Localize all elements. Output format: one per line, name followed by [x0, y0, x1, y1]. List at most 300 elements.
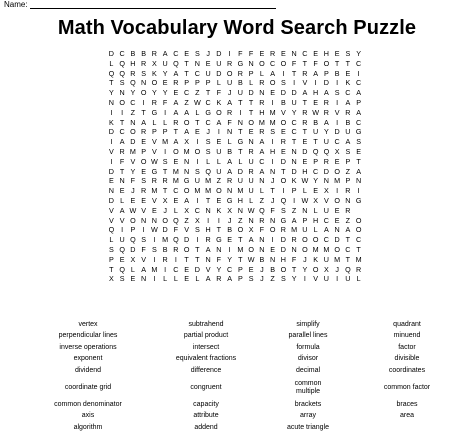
word-item: simplify	[296, 320, 320, 328]
grid-letter: L	[227, 137, 232, 147]
grid-letter: X	[227, 205, 233, 215]
grid-letter: E	[184, 49, 190, 58]
grid-letter: V	[280, 107, 286, 117]
grid-letter: A	[302, 88, 308, 98]
grid-letter: Q	[130, 78, 136, 88]
grid-letter: U	[323, 254, 329, 264]
grid-letter: D	[216, 49, 222, 58]
grid-letter: B	[259, 254, 265, 264]
grid-letter: M	[162, 137, 169, 147]
word-list-row	[0, 377, 474, 399]
grid-letter: F	[291, 254, 297, 264]
grid-letter: T	[184, 68, 189, 78]
grid-letter: T	[238, 254, 243, 264]
grid-letter: Y	[162, 68, 168, 78]
grid-letter: O	[302, 244, 308, 254]
grid-letter: B	[345, 117, 351, 127]
grid-letter: Y	[313, 176, 319, 186]
word-item: braces	[396, 400, 418, 408]
grid-letter: E	[334, 215, 340, 225]
grid-letter: V	[334, 107, 340, 117]
grid-letter: O	[140, 156, 147, 166]
grid-letter: P	[313, 156, 319, 166]
grid-letter: I	[110, 137, 113, 147]
grid-letter: R	[259, 97, 265, 107]
grid-letter: E	[119, 186, 125, 196]
grid-letter: E	[141, 166, 147, 176]
grid-letter: X	[334, 146, 340, 156]
grid-letter: P	[237, 264, 243, 274]
grid-letter: C	[356, 235, 362, 245]
grid-letter: R	[173, 244, 179, 254]
grid-letter: U	[216, 58, 222, 68]
grid-letter: L	[195, 274, 200, 284]
grid-letter: Q	[130, 235, 136, 245]
word-item: factor	[398, 343, 416, 351]
grid-letter: Z	[345, 166, 351, 176]
grid-letter: S	[345, 49, 351, 58]
grid-letter: C	[194, 68, 200, 78]
grid-letter: C	[227, 264, 233, 274]
grid-letter: R	[227, 58, 233, 68]
grid-letter: F	[130, 176, 136, 186]
grid-letter: C	[345, 88, 351, 98]
grid-letter: I	[174, 254, 177, 264]
grid-letter: P	[184, 78, 190, 88]
grid-letter: O	[119, 97, 125, 107]
grid-letter: R	[216, 274, 222, 284]
grid-letter: C	[356, 58, 362, 68]
grid-letter: E	[270, 88, 276, 98]
grid-letter: E	[162, 78, 168, 88]
grid-letter: U	[248, 156, 254, 166]
grid-letter: S	[248, 274, 254, 284]
grid-letter: V	[141, 254, 147, 264]
grid-letter: U	[162, 58, 168, 68]
grid-letter: F	[141, 244, 146, 254]
grid-letter: P	[194, 78, 200, 88]
grid-letter: M	[172, 166, 179, 176]
grid-letter: H	[302, 166, 308, 176]
grid-letter: N	[130, 117, 136, 127]
grid-letter: P	[356, 97, 362, 107]
grid-letter: I	[228, 49, 231, 58]
grid-letter: F	[313, 58, 318, 68]
word-item: coordinate grid	[64, 383, 112, 391]
grid-letter: C	[345, 244, 351, 254]
grid-letter: C	[313, 166, 319, 176]
grid-letter: D	[323, 166, 329, 176]
grid-letter: S	[194, 225, 200, 235]
word-item: acute triangle	[286, 423, 330, 431]
word-item: perpendicular lines	[58, 332, 118, 340]
grid-letter: L	[120, 195, 125, 205]
word-item: capacity	[193, 400, 219, 408]
grid-letter: S	[345, 146, 351, 156]
grid-letter: S	[280, 205, 286, 215]
grid-letter: A	[184, 195, 190, 205]
grid-letter: W	[129, 205, 137, 215]
grid-letter: N	[334, 225, 340, 235]
grid-letter: M	[205, 176, 212, 186]
grid-letter: N	[291, 146, 297, 156]
grid-letter: S	[141, 235, 147, 245]
word-item: equivalent fractions	[175, 355, 237, 363]
grid-letter: A	[259, 146, 265, 156]
grid-letter: R	[323, 107, 329, 117]
grid-letter: E	[356, 146, 362, 156]
grid-letter: V	[108, 205, 114, 215]
grid-letter: T	[141, 107, 146, 117]
grid-letter: A	[205, 274, 211, 284]
grid-letter: T	[195, 117, 200, 127]
grid-letter: L	[130, 264, 135, 274]
grid-letter: V	[141, 205, 147, 215]
grid-letter: U	[345, 274, 351, 284]
grid-letter: I	[282, 68, 285, 78]
grid-letter: T	[248, 107, 254, 117]
grid-letter: T	[302, 127, 308, 137]
grid-letter: R	[345, 205, 351, 215]
grid-letter: I	[153, 235, 156, 245]
grid-letter: Y	[130, 88, 136, 98]
grid-letter: T	[281, 166, 286, 176]
grid-letter: R	[151, 97, 157, 107]
grid-letter: A	[313, 68, 319, 78]
grid-letter: R	[248, 166, 254, 176]
grid-letter: B	[270, 264, 276, 274]
grid-letter: O	[259, 58, 265, 68]
grid-letter: C	[302, 49, 308, 58]
grid-letter: E	[248, 127, 254, 137]
grid-letter: I	[271, 97, 274, 107]
grid-letter: T	[205, 195, 211, 205]
grid-row	[106, 186, 364, 196]
grid-letter: U	[216, 146, 222, 156]
grid-letter: E	[334, 49, 340, 58]
grid-letter: Z	[130, 107, 136, 117]
grid-letter: N	[205, 254, 211, 264]
grid-letter: N	[108, 186, 114, 196]
grid-row	[106, 127, 364, 137]
grid-letter: C	[173, 49, 179, 58]
grid-letter: N	[141, 78, 147, 88]
grid-letter: U	[205, 68, 211, 78]
grid-letter: V	[119, 215, 125, 225]
grid-letter: O	[334, 195, 340, 205]
grid-letter: E	[205, 58, 211, 68]
grid-letter: L	[163, 274, 168, 284]
grid-letter: P	[141, 146, 147, 156]
grid-letter: A	[173, 107, 179, 117]
grid-letter: N	[259, 244, 265, 254]
grid-letter: F	[259, 225, 265, 235]
word-item: inverse operations	[59, 343, 117, 351]
grid-letter: E	[313, 186, 319, 196]
grid-letter: B	[313, 117, 319, 127]
grid-letter: G	[216, 235, 222, 245]
grid-letter: Q	[280, 195, 287, 205]
grid-letter: F	[248, 49, 254, 58]
grid-letter: E	[216, 137, 222, 147]
grid-letter: R	[345, 186, 351, 196]
grid-letter: V	[151, 137, 157, 147]
grid-letter: U	[194, 176, 200, 186]
word-item: intersect	[192, 343, 220, 351]
grid-letter: N	[237, 117, 243, 127]
grid-letter: Y	[162, 88, 168, 98]
grid-letter: M	[355, 254, 362, 264]
grid-letter: M	[312, 244, 319, 254]
grid-row	[106, 245, 364, 255]
grid-letter: N	[227, 186, 233, 196]
grid-letter: O	[302, 235, 308, 245]
grid-letter: W	[247, 254, 255, 264]
grid-letter: D	[291, 88, 297, 98]
grid-letter: O	[183, 244, 190, 254]
grid-letter: Y	[356, 49, 362, 58]
grid-letter: C	[173, 264, 179, 274]
grid-letter: A	[141, 264, 147, 274]
grid-letter: E	[280, 127, 286, 137]
grid-letter: U	[291, 97, 297, 107]
grid-letter: S	[280, 78, 286, 88]
grid-letter: N	[205, 205, 211, 215]
grid-letter: M	[205, 186, 212, 196]
grid-letter: F	[291, 58, 297, 68]
grid-letter: Z	[345, 215, 351, 225]
grid-letter: D	[130, 244, 136, 254]
word-item: dividend	[74, 366, 102, 374]
grid-letter: I	[196, 156, 199, 166]
grid-letter: S	[108, 244, 114, 254]
grid-letter: C	[184, 88, 190, 98]
grid-row	[106, 88, 364, 98]
grid-letter: R	[345, 107, 351, 117]
grid-letter: W	[193, 97, 201, 107]
grid-letter: G	[355, 127, 362, 137]
grid-letter: X	[151, 58, 157, 68]
word-list-row	[0, 365, 474, 377]
grid-letter: F	[227, 117, 232, 127]
grid-letter: O	[194, 146, 201, 156]
page-title: Math Vocabulary Word Search Puzzle	[57, 17, 417, 39]
grid-letter: P	[302, 215, 308, 225]
word-item: addend	[194, 423, 218, 431]
grid-letter: N	[216, 244, 222, 254]
grid-letter: E	[334, 205, 340, 215]
name-field	[4, 0, 276, 9]
grid-letter: R	[141, 186, 147, 196]
grid-letter: E	[270, 244, 276, 254]
grid-letter: D	[302, 146, 308, 156]
grid-letter: T	[334, 58, 340, 68]
grid-letter: L	[195, 107, 200, 117]
grid-letter: I	[121, 107, 124, 117]
word-list-row	[0, 319, 474, 331]
grid-letter: X	[323, 264, 329, 274]
grid-letter: T	[119, 166, 125, 176]
grid-letter: U	[237, 88, 243, 98]
grid-letter: X	[162, 195, 168, 205]
grid-letter: U	[227, 78, 233, 88]
grid-letter: M	[334, 254, 341, 264]
grid-letter: Q	[205, 166, 211, 176]
grid-letter: E	[184, 274, 190, 284]
grid-letter: W	[150, 225, 158, 235]
grid-letter: I	[336, 274, 339, 284]
grid-letter: T	[345, 235, 351, 245]
grid-letter: C	[334, 137, 340, 147]
grid-letter: O	[130, 127, 136, 137]
grid-letter: Z	[270, 274, 275, 284]
grid-row	[106, 137, 364, 147]
grid-letter: R	[280, 225, 286, 235]
grid-row	[106, 235, 364, 245]
name-underline	[30, 1, 276, 9]
grid-row	[106, 265, 364, 275]
grid-letter: M	[237, 244, 244, 254]
grid-letter: S	[162, 156, 168, 166]
grid-letter: B	[237, 78, 243, 88]
grid-letter: Z	[195, 88, 200, 98]
grid-letter: V	[151, 146, 157, 156]
grid-letter: N	[248, 137, 254, 147]
grid-letter: T	[345, 58, 351, 68]
grid-letter: U	[323, 274, 329, 284]
grid-letter: D	[280, 235, 286, 245]
grid-letter: O	[269, 78, 276, 88]
grid-letter: O	[280, 264, 287, 274]
word-list-row	[0, 331, 474, 343]
grid-letter: M	[258, 117, 265, 127]
grid-letter: P	[205, 78, 211, 88]
grid-letter: A	[173, 137, 179, 147]
grid-letter: R	[162, 254, 168, 264]
grid-letter: A	[184, 107, 190, 117]
grid-letter: V	[108, 146, 114, 156]
grid-letter: M	[269, 107, 276, 117]
grid-row	[106, 176, 364, 186]
grid-letter: Y	[291, 107, 297, 117]
grid-letter: D	[280, 156, 286, 166]
grid-letter: P	[323, 68, 329, 78]
grid-letter: T	[205, 88, 211, 98]
grid-letter: I	[110, 156, 113, 166]
grid-letter: L	[259, 186, 264, 196]
grid-letter: R	[270, 49, 276, 58]
grid-letter: T	[238, 127, 243, 137]
grid-letter: P	[248, 68, 254, 78]
grid-letter: I	[142, 225, 145, 235]
grid-letter: G	[280, 215, 287, 225]
word-list-row	[0, 411, 474, 423]
grid-letter: T	[291, 264, 297, 274]
grid-letter: F	[216, 254, 222, 264]
grid-letter: E	[280, 49, 286, 58]
grid-letter: T	[109, 264, 114, 274]
word-item: parallel lines	[288, 332, 328, 340]
word-item: formula	[296, 343, 320, 351]
grid-row	[106, 216, 364, 226]
grid-letter: K	[108, 117, 114, 127]
grid-letter: W	[301, 195, 309, 205]
grid-letter: N	[345, 195, 351, 205]
grid-letter: T	[173, 127, 179, 137]
grid-letter: K	[151, 68, 157, 78]
grid-letter: R	[173, 117, 179, 127]
grid-letter: N	[248, 215, 254, 225]
grid-letter: L	[249, 78, 254, 88]
word-item: congruent	[190, 383, 222, 391]
grid-letter: A	[259, 137, 265, 147]
grid-letter: R	[323, 97, 329, 107]
grid-letter: D	[108, 166, 114, 176]
grid-letter: R	[141, 127, 147, 137]
grid-letter: S	[141, 176, 147, 186]
grid-letter: A	[162, 49, 168, 58]
grid-letter: J	[303, 254, 307, 264]
grid-letter: R	[302, 68, 308, 78]
word-item: divisor	[297, 355, 319, 363]
grid-letter: I	[271, 156, 274, 166]
grid-letter: N	[291, 156, 297, 166]
grid-letter: R	[323, 156, 329, 166]
grid-letter: O	[183, 186, 190, 196]
grid-letter: I	[196, 195, 199, 205]
grid-letter: U	[216, 166, 222, 176]
grid-letter: A	[259, 166, 265, 176]
grid-letter: R	[259, 127, 265, 137]
grid-letter: T	[109, 78, 114, 88]
grid-letter: X	[313, 195, 319, 205]
grid-letter: E	[141, 137, 147, 147]
grid-letter: Y	[151, 88, 157, 98]
grid-letter: S	[119, 78, 125, 88]
grid-letter: J	[206, 49, 210, 58]
grid-letter: F	[119, 156, 125, 166]
grid-letter: R	[280, 137, 286, 147]
grid-letter: A	[216, 117, 222, 127]
grid-letter: X	[184, 137, 190, 147]
grid-letter: G	[226, 195, 233, 205]
grid-letter: A	[345, 97, 351, 107]
grid-letter: G	[237, 58, 244, 68]
grid-letter: H	[130, 58, 136, 68]
grid-row	[106, 49, 364, 59]
grid-letter: O	[130, 215, 136, 225]
grid-letter: T	[184, 58, 189, 68]
grid-letter: M	[194, 186, 201, 196]
grid-letter: U	[323, 205, 329, 215]
grid-letter: P	[130, 225, 136, 235]
grid-letter: D	[291, 166, 297, 176]
grid-letter: L	[249, 195, 254, 205]
grid-letter: L	[109, 235, 114, 245]
grid-letter: E	[130, 274, 136, 284]
grid-letter: E	[184, 264, 190, 274]
grid-letter: E	[173, 195, 179, 205]
grid-letter: J	[335, 264, 339, 274]
grid-letter: W	[312, 107, 320, 117]
grid-letter: A	[227, 156, 233, 166]
grid-letter: A	[248, 235, 254, 245]
grid-letter: O	[269, 225, 276, 235]
word-item: array	[300, 412, 316, 420]
grid-letter: M	[269, 117, 276, 127]
grid-letter: N	[184, 166, 190, 176]
grid-letter: O	[334, 166, 340, 176]
